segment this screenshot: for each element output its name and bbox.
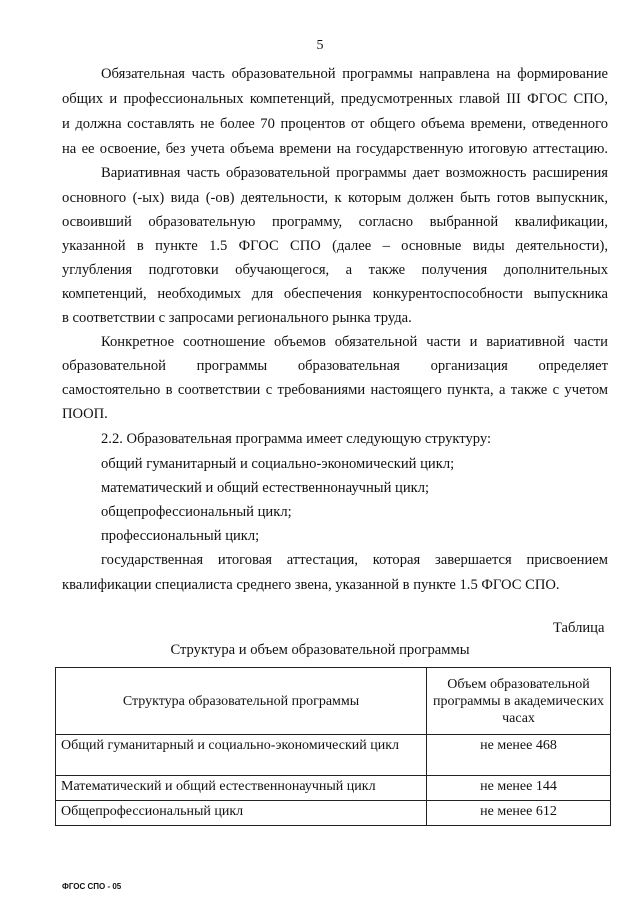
page-number: 5: [316, 38, 324, 53]
table-cell-name: Математический и общий естественнонаучный цикл: [56, 776, 427, 801]
table-title: Структура и объем образовательной программы: [170, 642, 470, 658]
paragraph-2-line: Вариативная часть образовательной программы дает возможность расширения: [101, 165, 608, 181]
table-cell-value: не менее 468: [427, 735, 611, 776]
paragraph-2-line: компетенций, необходимых для обеспечения конкурентоспособности выпускника: [62, 286, 608, 302]
table-cell-value: не менее 144: [427, 776, 611, 801]
structure-item: профессиональный цикл;: [101, 528, 260, 544]
table-header-row: [56, 668, 611, 735]
table-cell-name: Общепрофессиональный цикл: [56, 801, 427, 826]
table-cell-name: Общий гуманитарный и социально-экономический цикл: [56, 735, 427, 776]
paragraph-2-line: углубления подготовки обучающегося, а также получения дополнительных: [62, 262, 608, 278]
structure-item: общий гуманитарный и социально-экономический цикл;: [101, 456, 455, 472]
attestation-line: государственная итоговая аттестация, которая завершается присвоением: [101, 552, 608, 568]
paragraph-3-line: Конкретное соотношение объемов обязательной части и вариативной части: [101, 334, 608, 350]
attestation-line: квалификации специалиста среднего звена, указанной в пункте 1.5 ФГОС СПО.: [62, 577, 560, 593]
table-label: Таблица: [553, 620, 605, 636]
structure-item: математический и общий естественнонаучный цикл;: [101, 480, 430, 496]
table-header-cell: Структура образовательной программы: [56, 668, 427, 735]
table-header-cell: Объем образовательной программы в академических часах: [427, 668, 611, 735]
structure-intro: 2.2. Образовательная программа имеет следующую структуру:: [101, 431, 492, 447]
paragraph-1-line: на ее освоение, без учета объема времени на государственную итоговую аттестацию.: [62, 141, 608, 157]
paragraph-2-line: указанной в пункте 1.5 ФГОС СПО (далее – основные виды деятельности),: [62, 238, 608, 254]
table-row: [56, 801, 611, 826]
paragraph-2-line: в соответствии с запросами регионального рынка труда.: [62, 310, 412, 326]
paragraph-1-line: и должна составлять не более 70 процентов от общего объема времени, отведенного: [62, 116, 608, 132]
paragraph-2-line: основного (-ых) вида (-ов) деятельности, к которым должен быть готов выпускник,: [62, 190, 608, 206]
structure-item: общепрофессиональный цикл;: [101, 504, 292, 520]
table-row: [56, 776, 611, 801]
paragraph-3-line: самостоятельно в соответствии с требованиями настоящего пункта, а также с учетом: [62, 382, 608, 398]
footer-code: ФГОС СПО - 05: [62, 882, 122, 891]
paragraph-3-line: ПООП.: [62, 406, 108, 422]
paragraph-2-line: освоивший образовательную программу, согласно выбранной квалификации,: [62, 214, 608, 230]
table-row: [56, 735, 611, 776]
paragraph-3-line: образовательной программы образовательная организация определяет: [62, 358, 608, 374]
paragraph-1-line: Обязательная часть образовательной программы направлена на формирование: [101, 66, 608, 82]
table-cell-value: не менее 612: [427, 801, 611, 826]
paragraph-1-line: общих и профессиональных компетенций, предусмотренных главой III ФГОС СПО,: [62, 91, 608, 107]
structure-table: [55, 667, 611, 826]
